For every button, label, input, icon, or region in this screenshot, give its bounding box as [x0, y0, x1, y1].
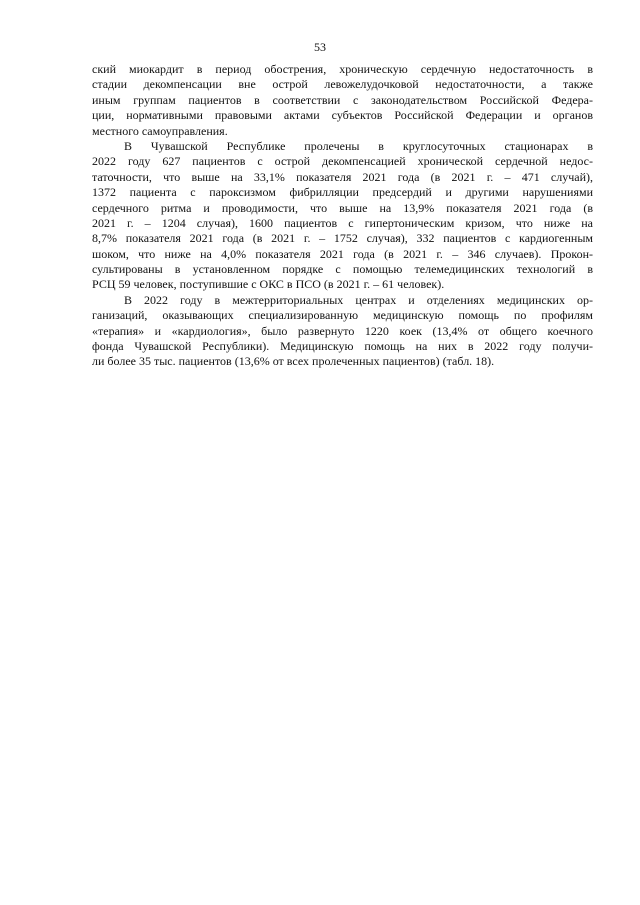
text-line: ции, нормативными правовыми актами субъектов Российской Федерации и органов [92, 108, 593, 123]
text-line: местного самоуправления. [92, 123, 228, 138]
text-line: 8,7% показателя 2021 года (в 2021 г. – 1752 случая), 332 пациентов с кардиогенным [92, 231, 593, 246]
text-line: В Чувашской Республике пролечены в круглосуточных стационарах в [124, 138, 593, 153]
body-text [92, 62, 593, 370]
text-line: 1372 пациента с пароксизмом фибрилляции предсердий и другими нарушениями [92, 185, 593, 200]
text-line: сультированы в установленном порядке с помощью телемедицинских технологий в [92, 262, 593, 277]
text-line: 2021 г. – 1204 случая), 1600 пациентов с гипертоническим кризом, что ниже на [92, 215, 593, 230]
text-line: стадии декомпенсации вне острой левожелудочковой недостаточности, а также [92, 77, 593, 92]
text-line: фонда Чувашской Республики). Медицинскую помощь на них в 2022 году получи- [92, 339, 593, 354]
text-line: «терапия» и «кардиология», было развернуто 1220 коек (13,4% от общего коечного [92, 323, 593, 338]
text-line: РСЦ 59 человек, поступившие с ОКС в ПСО (в 2021 г. – 61 человек). [92, 277, 445, 292]
page-number: 53 [314, 40, 326, 54]
text-line: сердечного ритма и проводимости, что выше на 13,9% показателя 2021 года (в [92, 200, 593, 215]
text-line: иным группам пациентов в соответствии с законодательством Российской Федера- [92, 92, 593, 107]
text-line: шоком, что ниже на 4,0% показателя 2021 года (в 2021 г. – 346 случаев). Прокон- [92, 246, 593, 261]
text-line: ганизаций, оказывающих специализированную медицинскую помощь по профилям [92, 308, 593, 323]
text-line: В 2022 году в межтерриториальных центрах и отделениях медицинских ор- [124, 292, 593, 307]
text-line: ский миокардит в период обострения, хроническую сердечную недостаточность в [92, 62, 593, 76]
text-line: 2022 году 627 пациентов с острой декомпенсацией хронической сердечной недос- [92, 154, 593, 169]
text-line: ли более 35 тыс. пациентов (13,6% от всех пролеченных пациентов) (табл. 18). [92, 354, 495, 369]
text-line: таточности, что выше на 33,1% показателя 2021 года (в 2021 г. – 471 случай), [92, 169, 593, 184]
